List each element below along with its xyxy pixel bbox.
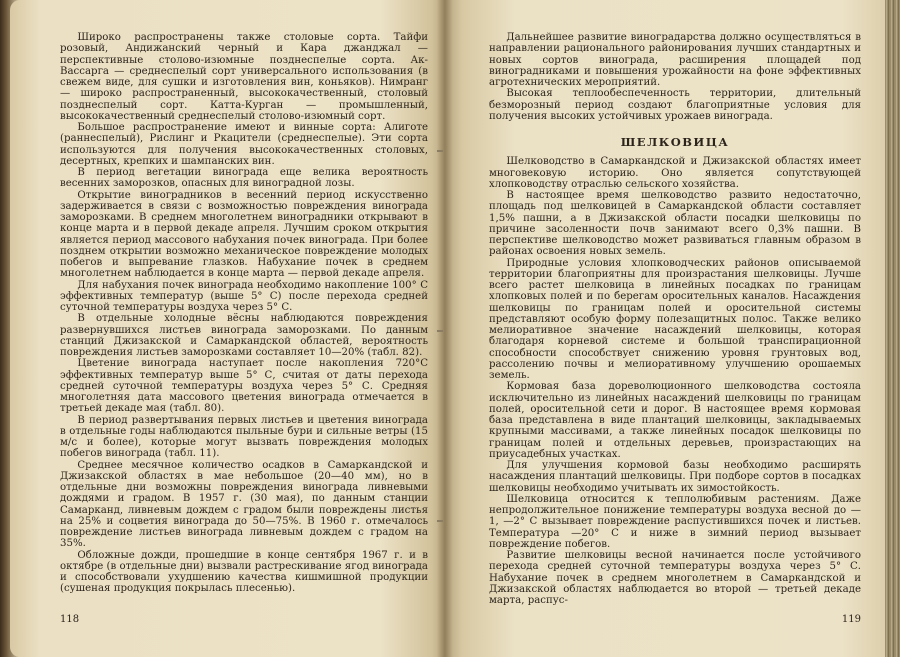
section-title: ШЕЛКОВИЦА <box>620 135 730 149</box>
binding-stitch <box>437 150 443 152</box>
paragraph: В отдельные холодные вёсны наблюдаются повреждения развернувшихся листьев винограда заморозками. По данным станций Джизакской и Самаркандской областей, вероятность повреждения листьев заморозками составляет 10—20% (табл. 82). <box>60 313 428 358</box>
paragraph: Для набухания почек винограда необходимо накопление 100° С эффективных температур (выше 5° С) после перехода средней суточной температуры воздуха через 5° С. <box>60 279 428 313</box>
right-page-text <box>489 32 861 606</box>
paragraph: Цветение винограда наступает после накопления 720°С эффективных температур выше 5° С, считая от даты перехода средней суточной температуры воздуха через 5° С. Средняя многолетняя дата массового цветения винограда отмечается в третьей декаде мая (табл. 80). <box>60 358 428 415</box>
paragraph: Развитие шелковицы весной начинается после устойчивого перехода средней суточной температуры воздуха через 5° С. Набухание почек в среднем многолетнем в Самаркандской и Джизакской областях наблюдается во второй — третьей декаде марта, распус- <box>489 550 861 606</box>
page-edges <box>885 0 900 657</box>
binding-stitch <box>437 520 443 522</box>
paragraph: Высокая теплообеспеченность территории, длительный безморозный период создают благоприятные условия для получения высоких устойчивых урожаев винограда. <box>489 88 861 122</box>
paragraph: Шелководство в Самаркандской и Джизакской областях имеет многовековую историю. Оно является сопутствующей хлопководству отраслью сельского хозяйства. <box>489 156 861 190</box>
right-page <box>445 0 885 657</box>
paragraph: Для улучшения кормовой базы необходимо расширять насаждения плантаций шелковицы. При подборе сортов в посадках шелковицы необходимо учитывать их зимостойкость. <box>489 460 861 494</box>
paragraph: В период вегетации винограда еще велика вероятность весенних заморозков, опасных для виноградной лозы. <box>60 167 428 190</box>
paragraph: Природные условия хлопководческих районов описываемой территории благоприятны для произрастания шелковицы. Лучше всего растет шелковица в линейных посадках по границам хлопковых полей и по берегам оросительных каналов. Насаждения шелковицы по границам полей и оросительной системы представляют особую форму полезащитных полос. Также велико мелиоративное значение насаждений шелковицы, которая благодаря корневой системе и большой транспирационной способности способствует снижению уровня грунтовых вод, рассолению почвы и мелиоративному улучшению орошаемых земель. <box>489 257 861 381</box>
paragraph: Большое распространение имеют и винные сорта: Алиготе (раннеспелый), Рислинг и Ркацители (среднеспелые). Эти сорта используются для получения высококачественных столовых, десертных, крепких и шампанских вин. <box>60 122 428 167</box>
paragraph: В период развертывания первых листьев и цветения винограда в отдельные годы наблюдаются пыльные бури и сильные ветры (15 м/с и более), которые могут вызвать повреждения молодых побегов винограда (табл. 11). <box>60 414 428 460</box>
paragraph: Открытие виноградников в весенний период искусственно задерживается в связи с возможностью повреждения винограда заморозками. В среднем многолетнем виноградники открывают в конце марта и в первой декаде апреля. Лучшим сроком открытия является период массового набухания почек винограда. При более позднем открытии возможно механическое повреждение молодых побегов и выпревание глазков. Набухание почек в среднем многолетнем наблюдается в конце марта — первой декаде апреля. <box>60 189 428 280</box>
page-number-left: 118 <box>60 614 80 625</box>
paragraph: Среднее месячное количество осадков в Самаркандской и Джизакской областях в мае небольшое (20—40 мм), но в отдельные дни возможны повреждения винограда ливневыми дождями и градом. В 1957 г. (30 мая), по данным станции Самарканд, ливневым дождем с градом были повреждены листья на 25% и соцветия винограда до 50—75%. В 1960 г. отмечалось повреждение листьев винограда ливневым дождем с градом на 35%. <box>60 459 428 550</box>
paragraph: Шелковица относится к теплолюбивым растениям. Даже непродолжительное понижение температуры воздуха весной до —1, —2° С вызывает повреждение распустившихся почек и листьев. Температура —20° С и ниже в зимний период вызывает повреждение побегов. <box>489 493 861 550</box>
paragraph: В настоящее время шелководство развито недостаточно, площадь под шелковицей в Самаркандской области составляет 1,5% пашни, а в Джизакской области посадки шелковицы по причине засоленности почв занимают всего 0,3% пашни. В перспективе шелководство может развиваться главным образом в районах освоения новых земель. <box>489 190 861 258</box>
page-number-right: 119 <box>841 614 861 625</box>
paragraph: Обложные дожди, прошедшие в конце сентября 1967 г. и в октябре (в отдельные дни) вызвали растрескивание ягод винограда и способствовали ухудшению качества кишмишной продукции (сушеная продукция покрылась плесенью). <box>60 549 428 595</box>
left-page-text <box>60 32 428 595</box>
binding-stitch <box>437 330 443 332</box>
paragraph: Кормовая база дореволюционного шелководства состояла исключительно из линейных насаждений шелковицы по границам полей, оросительной сети и дорог. В настоящее время кормовая база представлена в виде плантаций шелковицы, закладываемых крупными массивами, а также линейных посадок шелковицы по границам полей и отдельных деревьев, произрастающих на приусадебных участках. <box>489 381 861 460</box>
left-page <box>10 0 445 657</box>
book-gutter <box>437 0 453 657</box>
paragraph: Широко распространены также столовые сорта. Тайфи розовый, Андижанский черный и Кара джанджал — перспективные столово-изюмные позднеспелые сорта. Ак-Вассарга — среднеспелый сорт универсального использования (в свежем виде, для сушки и изготовления вин, коньяков). Нимранг — широко распространенный, высококачественный, столовый позднеспелый сорт. Катта-Курган — промышленный, высококачественный среднеспелый столово-изюмный сорт. <box>60 32 428 122</box>
paragraph: Дальнейшее развитие виноградарства должно осуществляться в направлении рационального районирования лучших стандартных и новых сортов винограда, расширения площадей под виноградниками и повышения урожайности на фоне эффективных агротехнических мероприятий. <box>489 32 861 88</box>
